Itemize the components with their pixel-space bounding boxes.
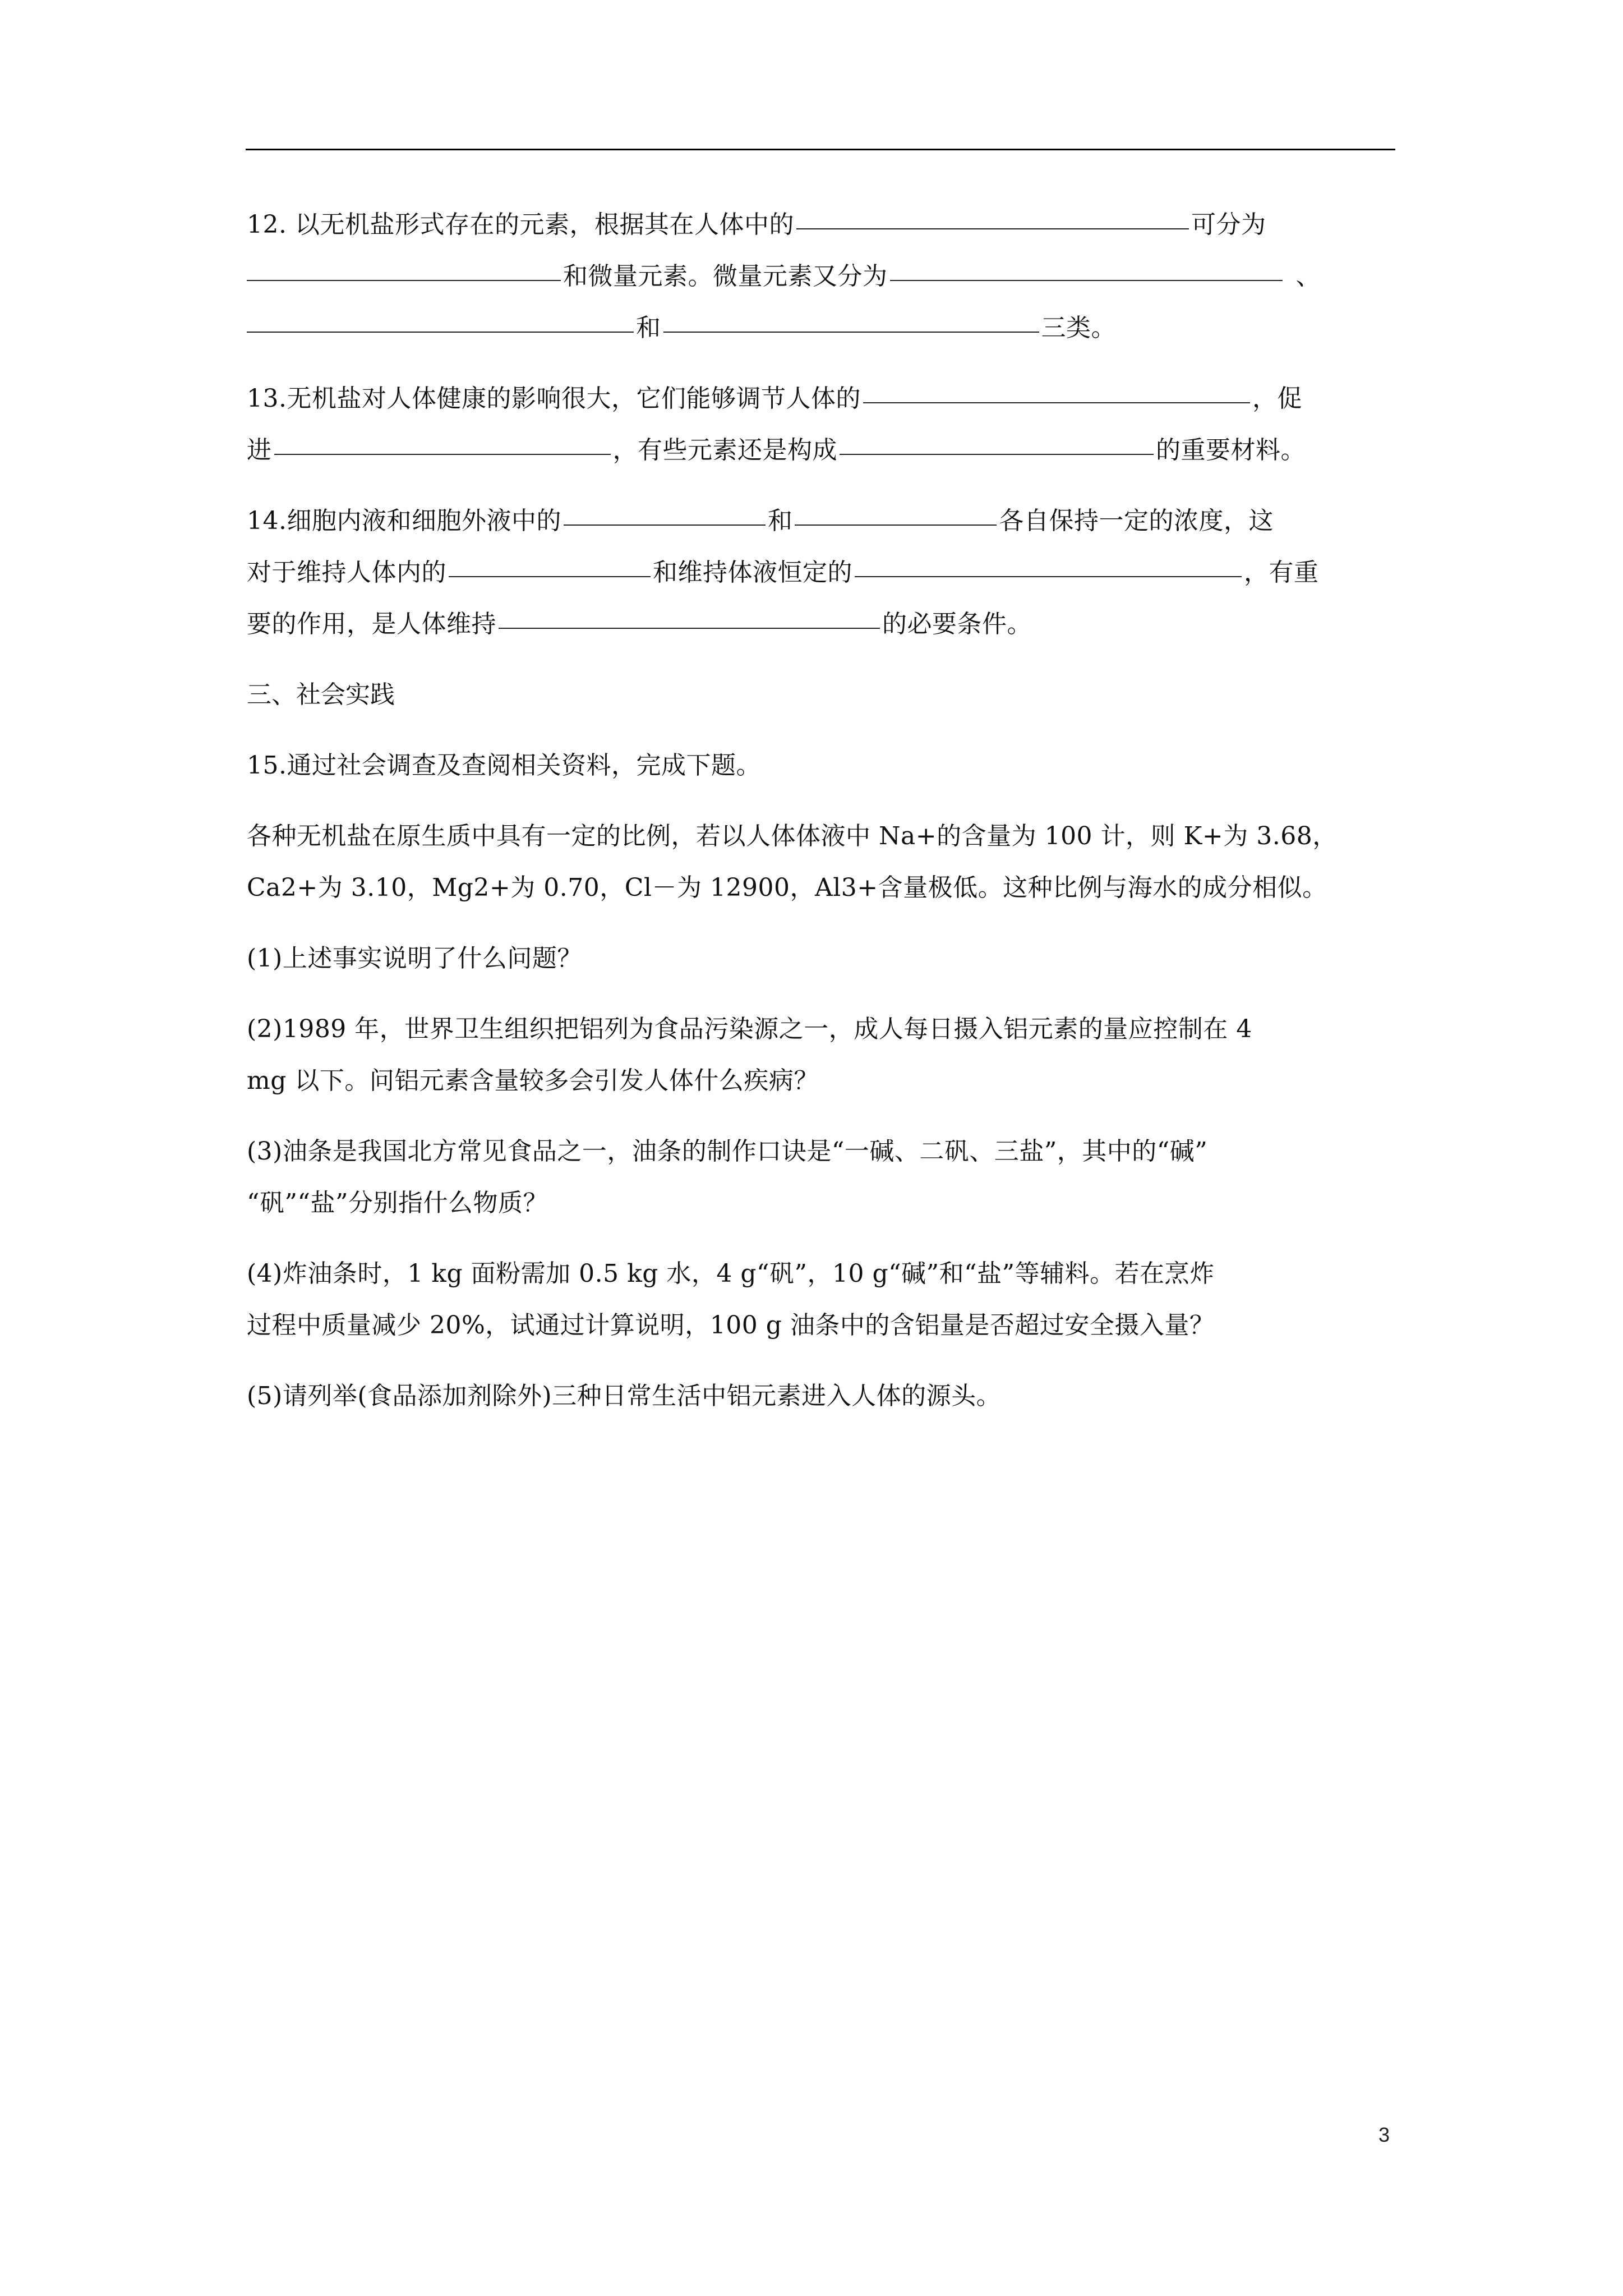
section-title: 三、社会实践 — [247, 680, 395, 709]
sub-question-line: 过程中质量减少 20%，试通过计算说明，100 g 油条中的含铝量是否超过安全摄入量？ — [247, 1311, 1215, 1340]
question-12-line-2 — [247, 251, 1396, 302]
sub-question-line: mg 以下。问铝元素含量较多会引发人体什么疾病？ — [247, 1066, 819, 1095]
blank-13-3[interactable] — [840, 454, 1154, 455]
blank-14-1[interactable] — [564, 524, 766, 526]
question-13-line-2 — [247, 425, 1396, 476]
blank-14-4[interactable] — [855, 576, 1242, 577]
question-14-text: 和 — [767, 507, 793, 535]
blank-13-2[interactable] — [274, 454, 611, 455]
sub-question-5: (5)请列举(食品添加剂除外)三种日常生活中铝元素进入人体的源头。 — [247, 1382, 1002, 1410]
question-12-text: 和微量元素。微量元素又分为 — [563, 262, 888, 291]
question-12-line-3 — [247, 302, 1396, 354]
sub-question-line: (3)油条是我国北方常见食品之一，油条的制作口诀是“一碱、二矾、三盐”，其中的“碱” — [247, 1137, 1208, 1166]
question-14-line-1 — [247, 495, 1396, 547]
question-14-line-2 — [247, 547, 1396, 599]
question-14-text: 要的作用，是人体维持 — [247, 610, 496, 638]
question-14-line-3 — [247, 599, 1396, 650]
question-15-material — [247, 811, 1396, 914]
question-14-text: 和维持体液恒定的 — [653, 558, 852, 587]
question-12-text: 12. 以无机盐形式存在的元素，根据其在人体中的 — [247, 210, 794, 239]
question-13-text: 进 — [247, 436, 272, 464]
question-13-text: ，有些元素还是构成 — [612, 436, 837, 464]
blank-12-1[interactable] — [796, 228, 1189, 229]
question-13-text: 13.无机盐对人体健康的影响很大，它们能够调节人体的 — [247, 384, 861, 413]
blank-14-5[interactable] — [499, 628, 880, 629]
blank-14-3[interactable] — [449, 576, 651, 577]
blank-14-2[interactable] — [795, 524, 997, 526]
blank-12-4[interactable] — [247, 332, 634, 333]
sub-question-line: “矾”“盐”分别指什么物质？ — [247, 1189, 548, 1217]
question-12-line-1 — [247, 199, 1396, 251]
question-13-text: 的重要材料。 — [1156, 436, 1306, 464]
question-13 — [247, 373, 1396, 476]
question-13-text: ，促 — [1252, 384, 1302, 413]
question-13-line-1 — [247, 373, 1396, 425]
question-14-text: 对于维持人体内的 — [247, 558, 446, 587]
page-number: 3 — [1378, 2123, 1390, 2146]
question-14-text: ，有重 — [1244, 558, 1319, 587]
blank-12-5[interactable] — [663, 332, 1039, 333]
question-12 — [247, 199, 1396, 354]
document-body — [247, 199, 1396, 1441]
blank-13-1[interactable] — [863, 402, 1250, 403]
question-12-text: 可分为 — [1191, 210, 1266, 239]
sub-question-line: (2)1989 年，世界卫生组织把铝列为食品污染源之一，成人每日摄入铝元素的量应控制在 4 — [247, 1015, 1252, 1043]
question-14-text: 各自保持一定的浓度，这 — [999, 507, 1274, 535]
sub-question-1: (1)上述事实说明了什么问题？ — [247, 944, 582, 973]
question-12-text: 和 — [636, 314, 661, 342]
question-14-text: 的必要条件。 — [882, 610, 1032, 638]
question-12-text: 三类。 — [1041, 314, 1116, 342]
sub-question-4 — [247, 1248, 1396, 1351]
question-12-text: 、 — [1295, 262, 1321, 291]
material-line: Ca2+为 3.10，Mg2+为 0.70，Cl－为 12900，Al3+含量极低。这种比例与海水的成分相似。 — [247, 873, 1327, 902]
sub-question-line: (4)炸油条时，1 kg 面粉需加 0.5 kg 水，4 g“矾”，10 g“碱”和“盐”等辅料。若在烹炸 — [247, 1259, 1215, 1288]
blank-12-2[interactable] — [247, 280, 561, 281]
question-14-text: 14.细胞内液和细胞外液中的 — [247, 507, 561, 535]
sub-question-3 — [247, 1126, 1396, 1229]
header-rule — [246, 149, 1395, 150]
blank-12-3[interactable] — [890, 280, 1283, 281]
sub-question-2 — [247, 1004, 1396, 1107]
question-15-intro: 15.通过社会调查及查阅相关资料，完成下题。 — [247, 751, 761, 780]
material-line: 各种无机盐在原生质中具有一定的比例，若以人体体液中 Na+的含量为 100 计，则 K+为 3.68， — [247, 822, 1338, 850]
question-14 — [247, 495, 1396, 650]
